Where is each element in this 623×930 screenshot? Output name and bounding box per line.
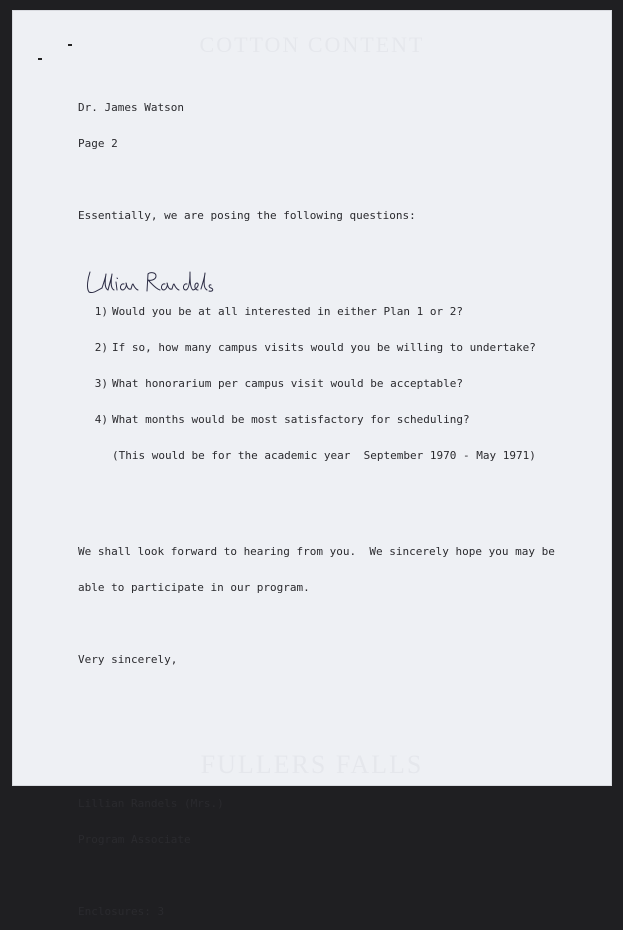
enclosures: Enclosures: 3 xyxy=(78,905,165,918)
page-number: Page 2 xyxy=(78,137,118,150)
closing-line-1: We shall look forward to hearing from you. We sincerely hope you may be xyxy=(78,545,555,558)
signer-title: Program Associate xyxy=(78,833,191,846)
question-item: 4) What months would be most satisfactory for scheduling? xyxy=(94,413,470,426)
question-item: 2) If so, how many campus visits would you be willing to undertake? xyxy=(94,341,536,354)
question-item: 1) Would you be at all interested in either Plan 1 or 2? xyxy=(94,305,463,318)
intro-text: Essentially, we are posing the following questions: xyxy=(78,209,416,222)
closing-line-2: able to participate in our program. xyxy=(78,581,310,594)
salutation: Very sincerely, xyxy=(78,653,178,666)
ink-speck xyxy=(38,58,42,60)
question-note: (This would be for the academic year September 1970 - May 1971) xyxy=(112,449,536,462)
ink-speck xyxy=(68,44,72,46)
signer-name: Lillian Randels (Mrs.) xyxy=(78,797,224,810)
paper-watermark-top xyxy=(12,32,612,58)
handwritten-signature xyxy=(84,268,224,298)
recipient-name: Dr. James Watson xyxy=(78,101,184,114)
question-item: 3) What honorarium per campus visit would be acceptable? xyxy=(94,377,463,390)
question-list xyxy=(78,282,548,486)
letter-body xyxy=(78,78,555,930)
